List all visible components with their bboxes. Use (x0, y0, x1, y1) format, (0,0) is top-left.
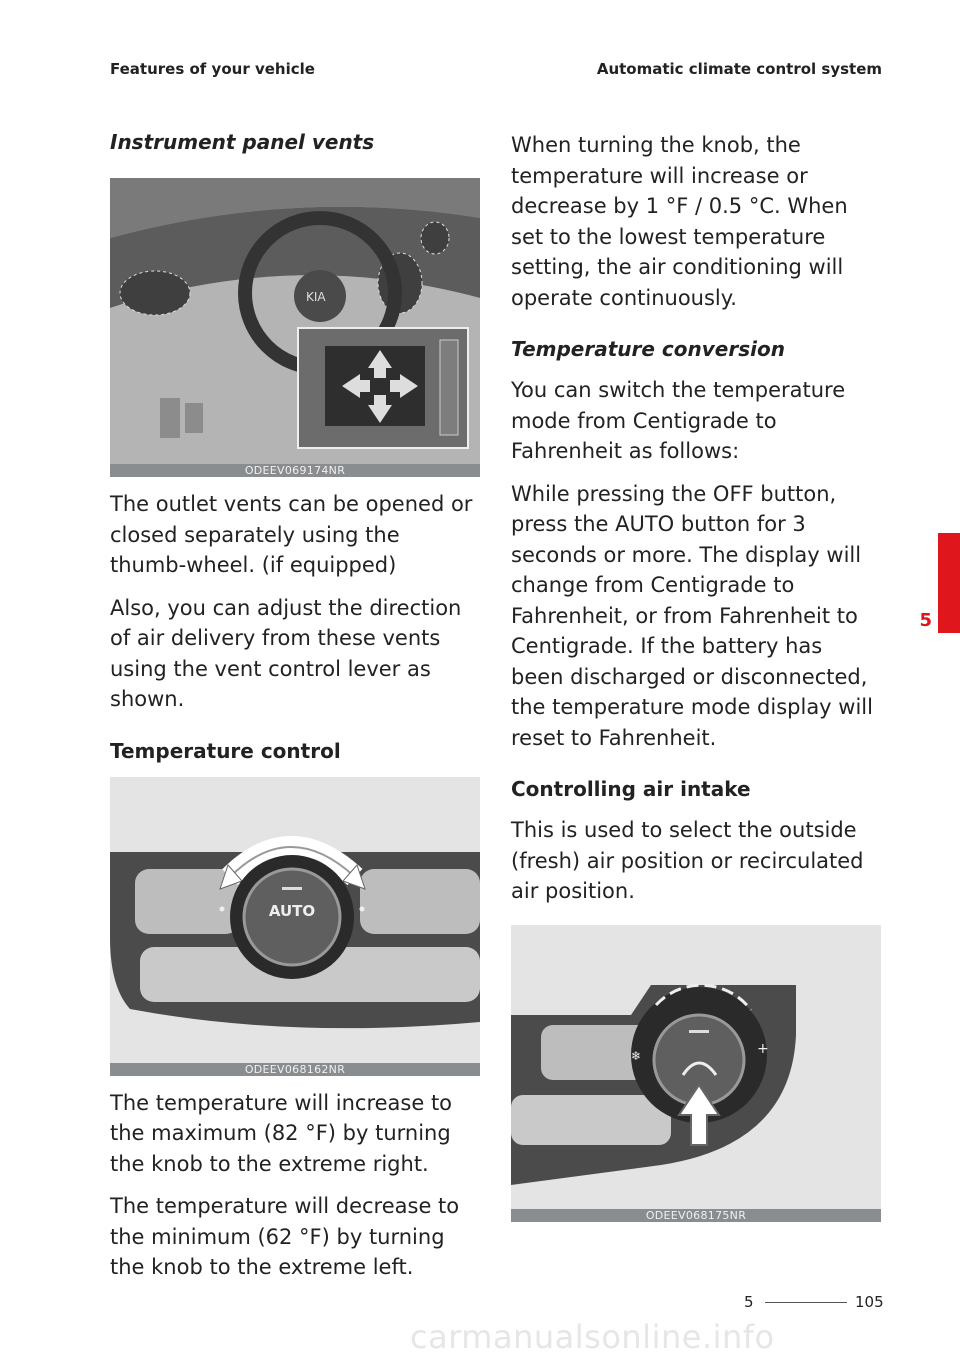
footer-chapter: 5 (744, 1293, 754, 1311)
figure-temperature-knob (110, 777, 480, 1076)
air-intake-knob-illustration (511, 925, 881, 1209)
running-header-title: Automatic climate control system (596, 60, 882, 78)
figure-air-intake-knob (511, 925, 881, 1222)
watermark: carmanualsonline.info (410, 1318, 775, 1356)
footer-divider (765, 1302, 847, 1303)
paragraph: The temperature will increase to the maximum (82 °F) by turning the knob to the extreme right. (110, 1090, 453, 1176)
temperature-knob-illustration (110, 777, 480, 1063)
running-header-section: Features of your vehicle (110, 60, 315, 78)
paragraph: When turning the knob, the temperature will increase or decrease by 1 °F / 0.5 °C. When set to the lowest temperature setting, the air conditioning will operate continuously. (511, 133, 848, 310)
figure-caption: ODEEV068175NR (511, 1209, 881, 1222)
figure-dashboard-vents (110, 178, 480, 477)
subheading-temperature-conversion: Temperature conversion (511, 337, 785, 361)
right-column (511, 130, 881, 1222)
svg-text:KIA: KIA (306, 290, 326, 304)
chapter-tab (938, 533, 960, 633)
paragraph: While pressing the OFF button, press the AUTO button for 3 seconds or more. The display will change from Centigrade to Fahrenheit, or from Fahrenheit to Centigrade. If the battery has been discharged or disconnected, the temperature mode display will reset to Fahrenheit. (511, 481, 873, 750)
dashboard-illustration (110, 178, 480, 464)
heading-controlling-air-intake: Controlling air intake (511, 777, 751, 801)
figure-caption: ODEEV069174NR (110, 464, 480, 477)
paragraph: The temperature will decrease to the minimum (62 °F) by turning the knob to the extreme left. (110, 1194, 460, 1279)
svg-text:+: + (757, 1040, 769, 1057)
left-column (110, 130, 480, 1295)
subheading-instrument-panel-vents: Instrument panel vents (110, 130, 375, 154)
paragraph: The outlet vents can be opened or closed separately using the thumb-wheel. (if equipped) (110, 492, 473, 577)
figure-caption: ODEEV068162NR (110, 1063, 480, 1076)
paragraph: This is used to select the outside (fresh) air position or recirculated air position. (511, 818, 864, 903)
footer-page-number: 105 (855, 1293, 884, 1311)
paragraph: You can switch the temperature mode from Centigrade to Fahrenheit as follows: (511, 378, 846, 463)
heading-temperature-control: Temperature control (110, 738, 341, 763)
paragraph: Also, you can adjust the direction of air delivery from these vents using the vent control lever as shown. (110, 595, 462, 711)
auto-button-label: AUTO (268, 901, 316, 920)
svg-text:❄: ❄ (631, 1048, 642, 1063)
chapter-tab-number: 5 (919, 610, 932, 631)
